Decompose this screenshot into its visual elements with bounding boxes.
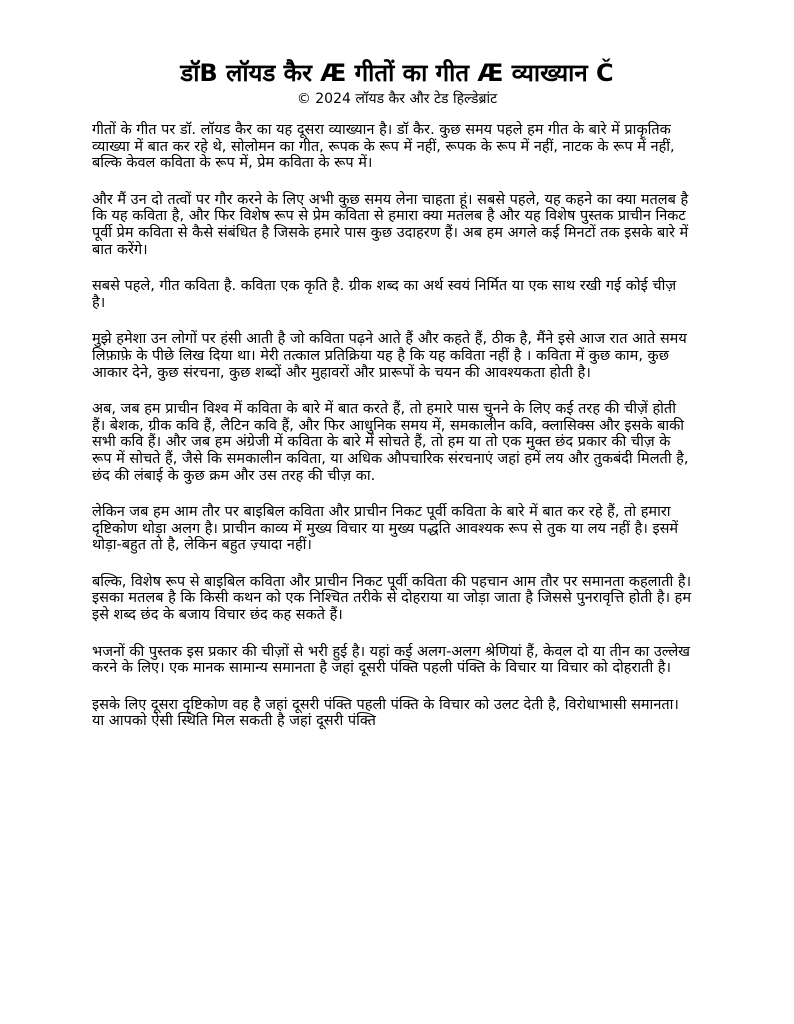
paragraph-7: बल्कि, विशेष रूप से बाइबिल कविता और प्राचीन निकट पूर्वी कविता की पहचान आम तौर पर समानता कहलाती है। इसका मतलब है कि किसी कथन को एक निश्चित तरीके से दोहराया या जोड़ा जाता है जिससे पुनरावृत्ति होती है। हम इसे शब्द छंद के बजाय विचार छंद कह सकते हैं। xyxy=(92,573,692,624)
paragraph-3: सबसे पहले, गीत कविता है. कविता एक कृति है. ग्रीक शब्द का अर्थ स्वयं निर्मित या एक साथ रखी गई कोई चीज़ है। xyxy=(92,278,677,311)
paragraph-1: गीतों के गीत पर डॉ. लॉयड कैर का यह दूसरा व्याख्यान है। डॉ कैर. कुछ समय पहले हम गीत के बारे में प्राकृतिक व्याख्या में बात कर रहे थे, सोलोमन का गीत, रूपक के रूप में नहीं, रूपक के रूप में नहीं, नाटक के रूप में नहीं, बल्कि केवल कविता के रूप में, प्रेम कविता के रूप में। xyxy=(92,122,675,172)
document-body xyxy=(92,122,692,750)
paragraph-4: मुझे हमेशा उन लोगों पर हंसी आती है जो कविता पढ़ने आते हैं और कहते हैं, ठीक है, मैंने इसे आज रात आते समय लिफ़ाफ़े के पीछे लिख दिया था। मेरी तत्काल प्रतिक्रिया यह है कि यह कविता नहीं है । कविता में कुछ काम, कुछ आकार देने, कुछ संरचना, कुछ शब्दों और मुहावरों और प्रारूपों के चयन की आवश्यकता होती है। xyxy=(92,331,687,381)
paragraph-8: भजनों की पुस्तक इस प्रकार की चीज़ों से भरी हुई है। यहां कई अलग-अलग श्रेणियां हैं, केवल दो या तीन का उल्लेख करने के लिए। एक मानक सामान्य समानता है जहां दूसरी पंक्ति पहली पंक्ति के विचार या विचार को दोहराती है। xyxy=(92,643,691,677)
copyright-notice: © 2024 लॉयड कैर और टेड हिल्डेब्रांट xyxy=(296,91,498,107)
paragraph-2: और मैं उन दो तत्वों पर गौर करने के लिए अभी कुछ समय लेना चाहता हूं। सबसे पहले, यह कहने का क्या मतलब है कि यह कविता है, और फिर विशेष रूप से प्रेम कविता से हमारा क्या मतलब है और यह विशेष पुस्तक प्राचीन निकट पूर्वी प्रेम कविता से कैसे संबंधित है जिसके हमारे पास कुछ उदाहरण हैं। अब हम अगले कई मिनटों तक इसके बारे में बात करेंगे। xyxy=(92,191,689,258)
paragraph-5: अब, जब हम प्राचीन विश्व में कविता के बारे में बात करते हैं, तो हमारे पास चुनने के लिए कई तरह की चीज़ें होती हैं। बेशक, ग्रीक कवि हैं, लैटिन कवि हैं, और फिर आधुनिक समय में, समकालीन कवि, क्लासिक्स और इसके बाकी सभी कवि हैं। और जब हम अंग्रेजी में कविता के बारे में सोचते हैं, तो हम या तो एक मुक्त छंद प्रकार की चीज़ के रूप में सोचते हैं, जैसे कि समकालीन कविता, या अधिक औपचारिक संरचनाएं जहां हमें लय और तुकबंदी मिलती है, छंद की लंबाई के कुछ क्रम और उस तरह की चीज़ का. xyxy=(92,401,689,484)
document-title: डॉB लॉयड कैर Æ गीतों का गीत Æ व्याख्यान Č xyxy=(180,59,614,87)
paragraph-9: इसके लिए दूसरा दृष्टिकोण वह है जहां दूसरी पंक्ति पहली पंक्ति के विचार को उलट देती है, विरोधाभासी समानता। या आपको ऐसी स्थिति मिल सकती है जहां दूसरी पंक्ति xyxy=(92,696,679,730)
paragraph-6: लेकिन जब हम आम तौर पर बाइबिल कविता और प्राचीन निकट पूर्वी कविता के बारे में बात कर रहे हैं, तो हमारा दृष्टिकोण थोड़ा अलग है। प्राचीन काव्य में मुख्य विचार या मुख्य पद्धति आवश्यक रूप से तुक या लय नहीं है। इसमें थोड़ा-बहुत तो है, लेकिन बहुत ज़्यादा नहीं। xyxy=(92,504,679,554)
